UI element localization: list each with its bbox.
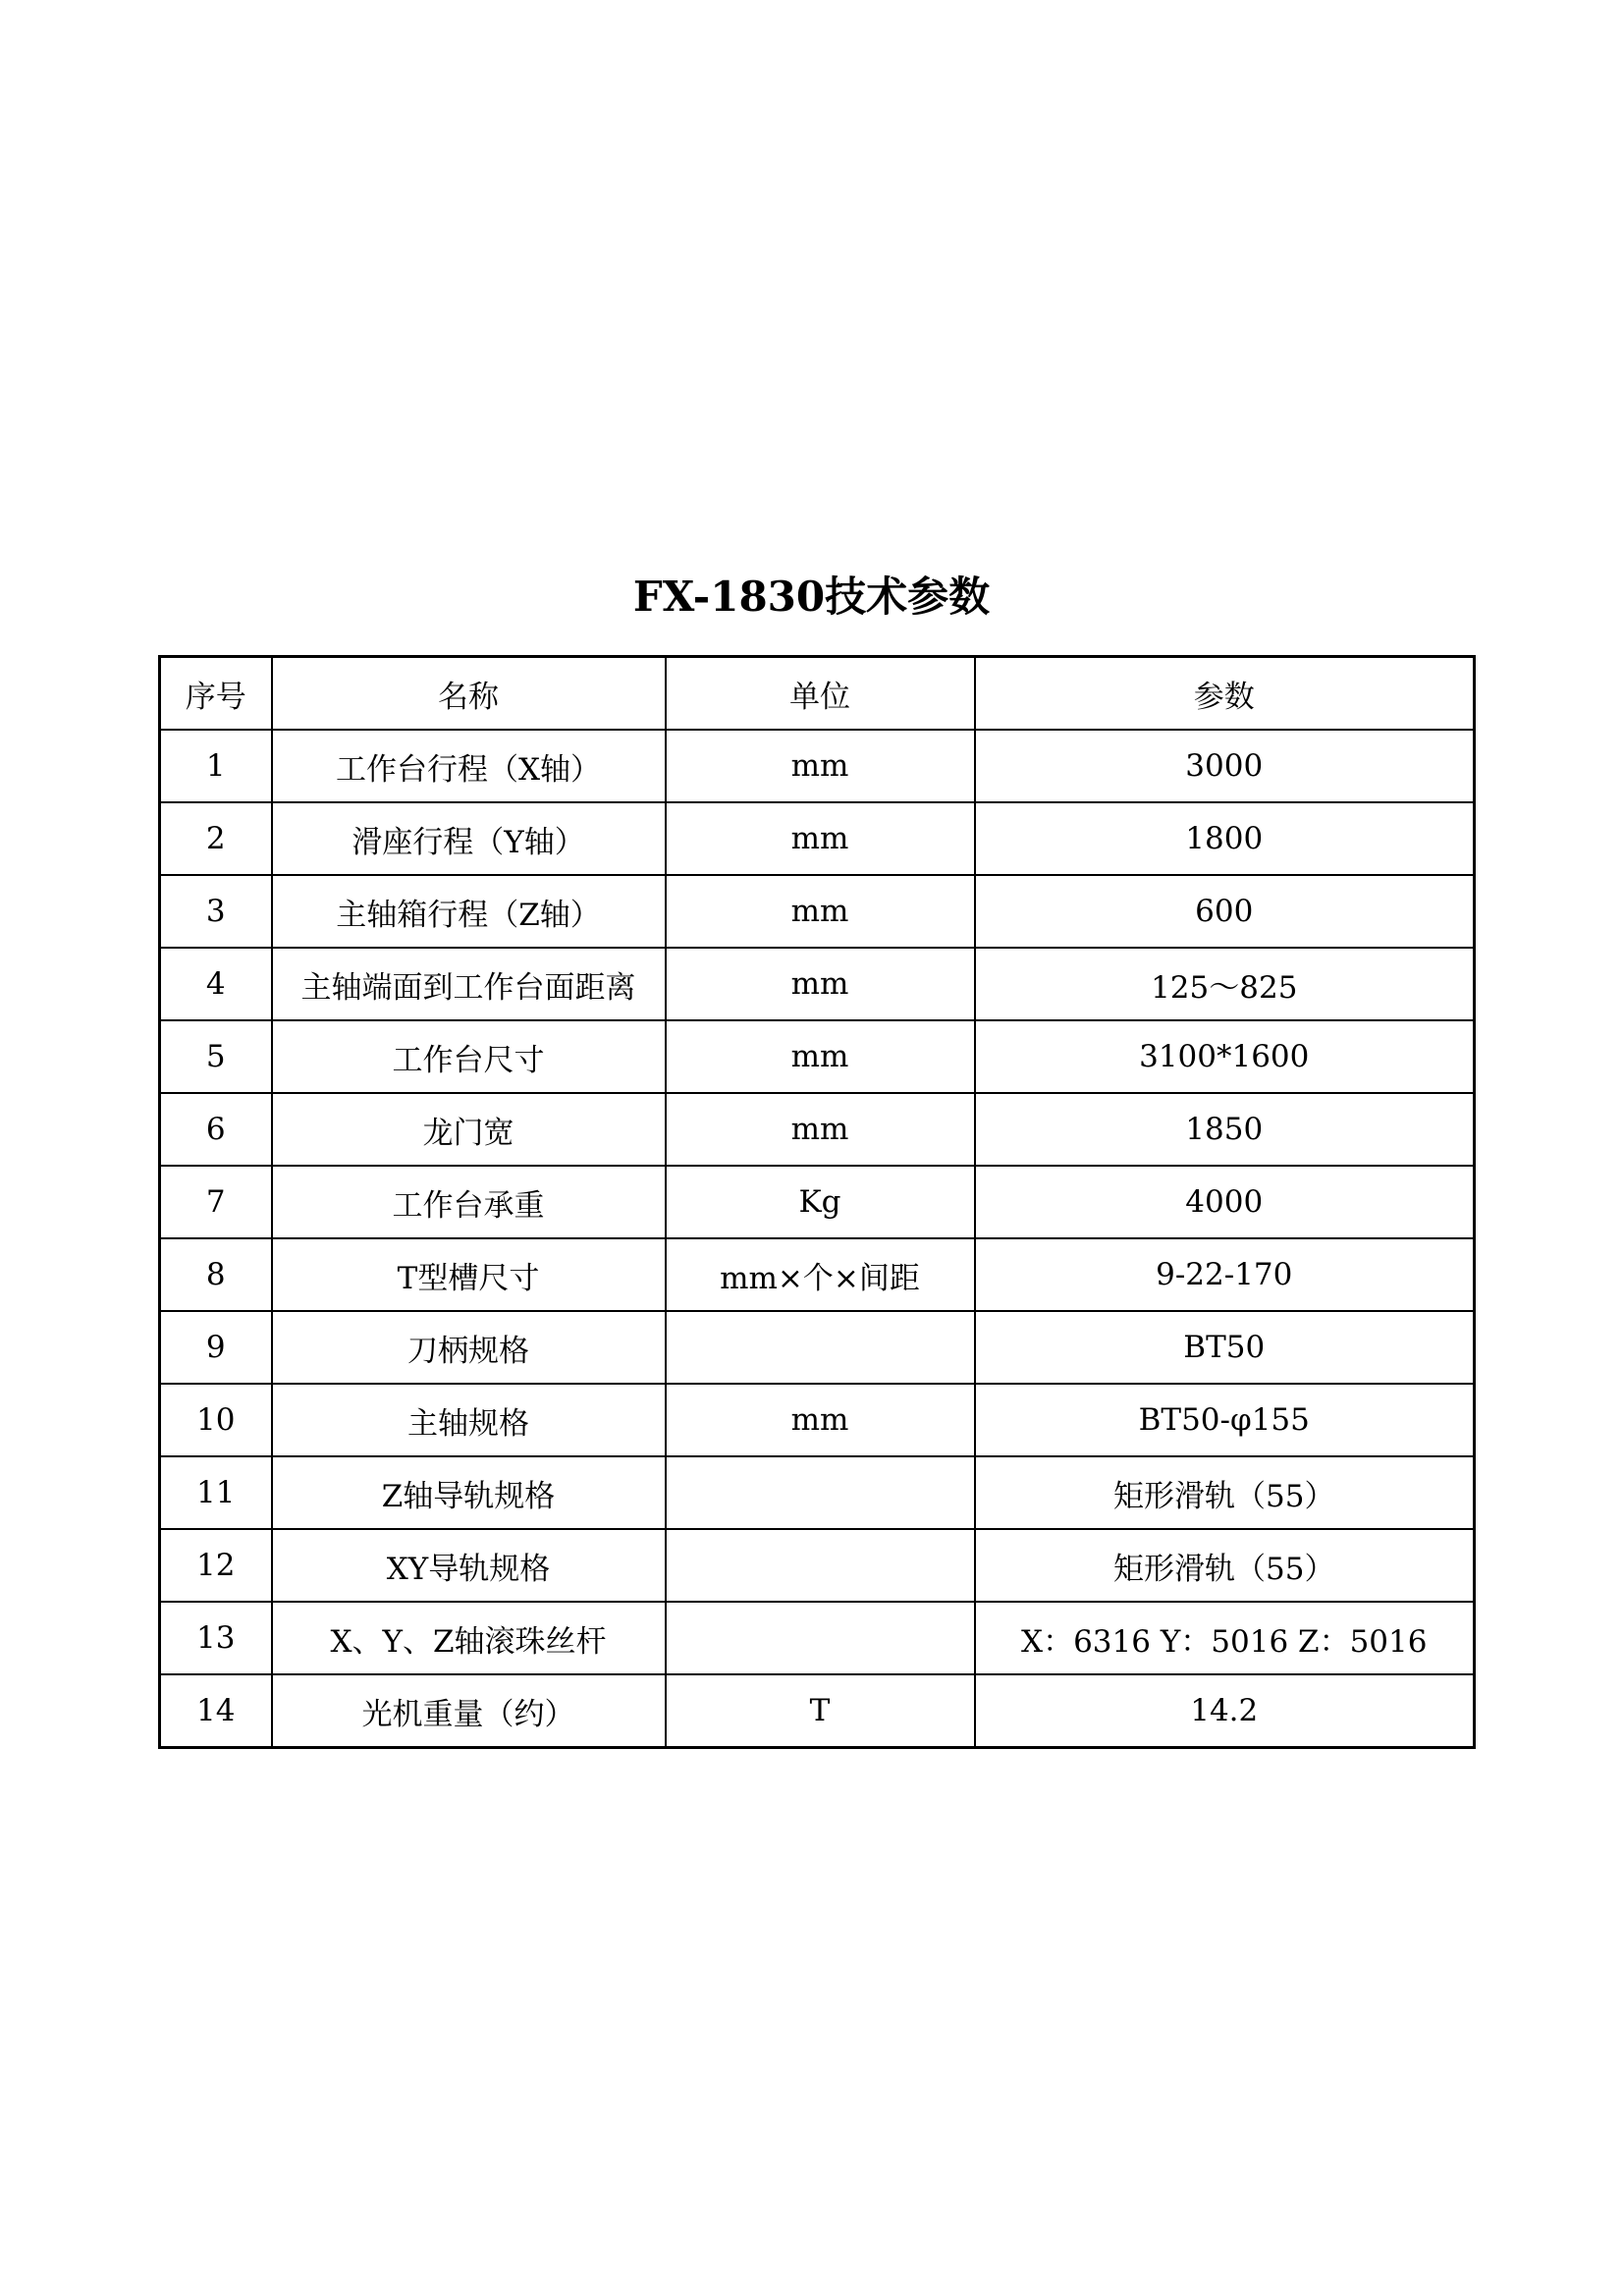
cell-name: 工作台承重 xyxy=(272,1166,666,1238)
cell-no: 7 xyxy=(160,1166,272,1238)
spec-table xyxy=(158,655,1476,1749)
cell-param: X：6316 Y：5016 Z：5016 xyxy=(975,1602,1475,1674)
cell-name: T型槽尺寸 xyxy=(272,1238,666,1311)
table-row xyxy=(160,802,1475,875)
table-row xyxy=(160,1238,1475,1311)
cell-no: 6 xyxy=(160,1093,272,1166)
table-row xyxy=(160,1602,1475,1674)
cell-no: 14 xyxy=(160,1674,272,1748)
table-row xyxy=(160,1311,1475,1384)
cell-unit xyxy=(666,1456,975,1529)
cell-unit xyxy=(666,1602,975,1674)
cell-param: 矩形滑轨（55） xyxy=(975,1529,1475,1602)
cell-param: 3100*1600 xyxy=(975,1020,1475,1093)
cell-unit: mm xyxy=(666,948,975,1020)
cell-unit: mm xyxy=(666,1384,975,1456)
cell-no: 1 xyxy=(160,730,272,802)
cell-unit: mm xyxy=(666,802,975,875)
table-row xyxy=(160,730,1475,802)
document-title: FX-1830技术参数 xyxy=(632,573,991,621)
cell-name: 主轴箱行程（Z轴） xyxy=(272,875,666,948)
table-row xyxy=(160,1529,1475,1602)
header-param: 参数 xyxy=(975,657,1475,731)
cell-name: 工作台行程（X轴） xyxy=(272,730,666,802)
table-row xyxy=(160,1166,1475,1238)
cell-name: 龙门宽 xyxy=(272,1093,666,1166)
cell-name: 刀柄规格 xyxy=(272,1311,666,1384)
header-unit: 单位 xyxy=(666,657,975,731)
cell-unit xyxy=(666,1311,975,1384)
table-row xyxy=(160,948,1475,1020)
cell-param: 600 xyxy=(975,875,1475,948)
cell-no: 2 xyxy=(160,802,272,875)
cell-param: 9-22-170 xyxy=(975,1238,1475,1311)
cell-param: 1800 xyxy=(975,802,1475,875)
table-row xyxy=(160,1384,1475,1456)
header-no: 序号 xyxy=(160,657,272,731)
cell-name: 主轴规格 xyxy=(272,1384,666,1456)
cell-param: 125～825 xyxy=(975,948,1475,1020)
cell-param: 1850 xyxy=(975,1093,1475,1166)
cell-unit: mm xyxy=(666,730,975,802)
cell-no: 3 xyxy=(160,875,272,948)
cell-unit: mm xyxy=(666,875,975,948)
cell-unit: mm×个×间距 xyxy=(666,1238,975,1311)
cell-no: 9 xyxy=(160,1311,272,1384)
cell-name: X、Y、Z轴滚珠丝杆 xyxy=(272,1602,666,1674)
cell-unit: T xyxy=(666,1674,975,1748)
table-row xyxy=(160,1456,1475,1529)
cell-unit: Kg xyxy=(666,1166,975,1238)
cell-param: BT50 xyxy=(975,1311,1475,1384)
table-header-row xyxy=(160,657,1475,731)
cell-unit: mm xyxy=(666,1093,975,1166)
cell-name: 工作台尺寸 xyxy=(272,1020,666,1093)
header-name: 名称 xyxy=(272,657,666,731)
cell-param: 4000 xyxy=(975,1166,1475,1238)
cell-name: 滑座行程（Y轴） xyxy=(272,802,666,875)
table-row xyxy=(160,1020,1475,1093)
cell-param: 14.2 xyxy=(975,1674,1475,1748)
cell-param: BT50-φ155 xyxy=(975,1384,1475,1456)
cell-no: 5 xyxy=(160,1020,272,1093)
cell-name: 光机重量（约） xyxy=(272,1674,666,1748)
cell-no: 4 xyxy=(160,948,272,1020)
cell-param: 矩形滑轨（55） xyxy=(975,1456,1475,1529)
cell-name: 主轴端面到工作台面距离 xyxy=(272,948,666,1020)
cell-unit xyxy=(666,1529,975,1602)
cell-no: 11 xyxy=(160,1456,272,1529)
cell-param: 3000 xyxy=(975,730,1475,802)
cell-no: 8 xyxy=(160,1238,272,1311)
table-row xyxy=(160,1093,1475,1166)
cell-name: XY导轨规格 xyxy=(272,1529,666,1602)
cell-no: 13 xyxy=(160,1602,272,1674)
cell-no: 10 xyxy=(160,1384,272,1456)
table-row xyxy=(160,875,1475,948)
cell-unit: mm xyxy=(666,1020,975,1093)
cell-no: 12 xyxy=(160,1529,272,1602)
table-row xyxy=(160,1674,1475,1748)
cell-name: Z轴导轨规格 xyxy=(272,1456,666,1529)
